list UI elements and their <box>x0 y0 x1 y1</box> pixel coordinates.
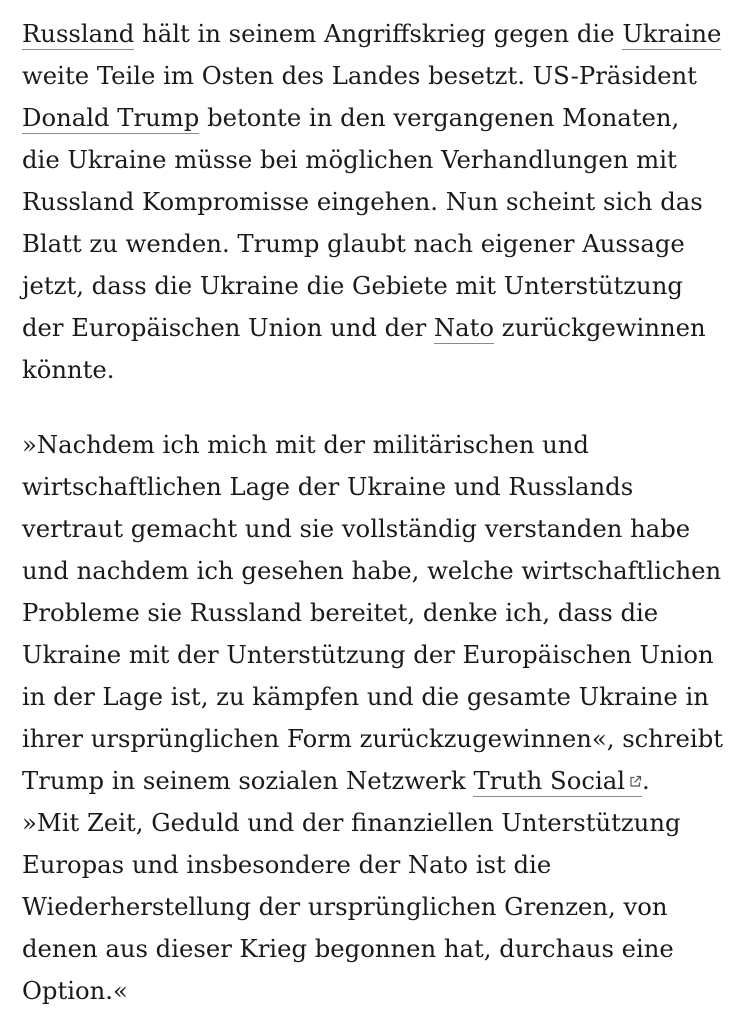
external-link-icon <box>629 775 642 788</box>
text-line: Option.« <box>22 976 128 1005</box>
text-line: vertraut gemacht und sie vollständig verstanden habe <box>22 514 691 543</box>
text-line: Donald Trump betonte in den vergangenen Monaten, <box>22 103 680 132</box>
text-line: wirtschaftlichen Lage der Ukraine und Russlands <box>22 472 634 501</box>
text-line: die Ukraine müsse bei möglichen Verhandlungen mit <box>22 145 677 174</box>
paragraph-quote <box>22 424 724 1012</box>
link-truth-social[interactable]: Truth Social <box>473 766 642 797</box>
text-line: Wiederherstellung der ursprünglichen Grenzen, von <box>22 892 668 921</box>
link-russland[interactable]: Russland <box>22 19 135 48</box>
text-line: »Mit Zeit, Geduld und der finanziellen Unterstützung <box>22 808 681 837</box>
text-line: Probleme sie Russland bereitet, denke ich, dass die <box>22 598 659 627</box>
text-line: Russland Kompromisse eingehen. Nun scheint sich das <box>22 187 703 216</box>
text-line: Russland hält in seinem Angriffskrieg gegen die Ukraine <box>22 19 722 48</box>
text-line: denen aus dieser Krieg begonnen hat, durchaus eine <box>22 934 674 963</box>
text-line: Ukraine mit der Unterstützung der Europäischen Union <box>22 640 714 669</box>
text-line: und nachdem ich gesehen habe, welche wirtschaftlichen <box>22 556 722 585</box>
text-line: könnte. <box>22 355 115 384</box>
text-line: Europas und insbesondere der Nato ist die <box>22 850 552 879</box>
text-line: Trump in seinem sozialen Netzwerk Truth Social . <box>22 766 650 795</box>
text-line: »Nachdem ich mich mit der militärischen und <box>22 430 589 459</box>
link-donald-trump[interactable]: Donald Trump <box>22 103 200 132</box>
text-line: in der Lage ist, zu kämpfen und die gesamte Ukraine in <box>22 682 709 711</box>
text-line: weite Teile im Osten des Landes besetzt. US-Präsident <box>22 61 697 90</box>
paragraph-intro <box>22 13 724 391</box>
link-nato[interactable]: Nato <box>433 313 495 342</box>
paragraph-spacer <box>22 391 724 424</box>
text-line: der Europäischen Union und der Nato zurückgewinnen <box>22 313 706 342</box>
link-ukraine[interactable]: Ukraine <box>622 19 722 48</box>
text-line: ihrer ursprünglichen Form zurückzugewinnen«, schreibt <box>22 724 724 753</box>
text-line: jetzt, dass die Ukraine die Gebiete mit Unterstützung <box>22 271 683 300</box>
text-line: Blatt zu wenden. Trump glaubt nach eigener Aussage <box>22 229 685 258</box>
